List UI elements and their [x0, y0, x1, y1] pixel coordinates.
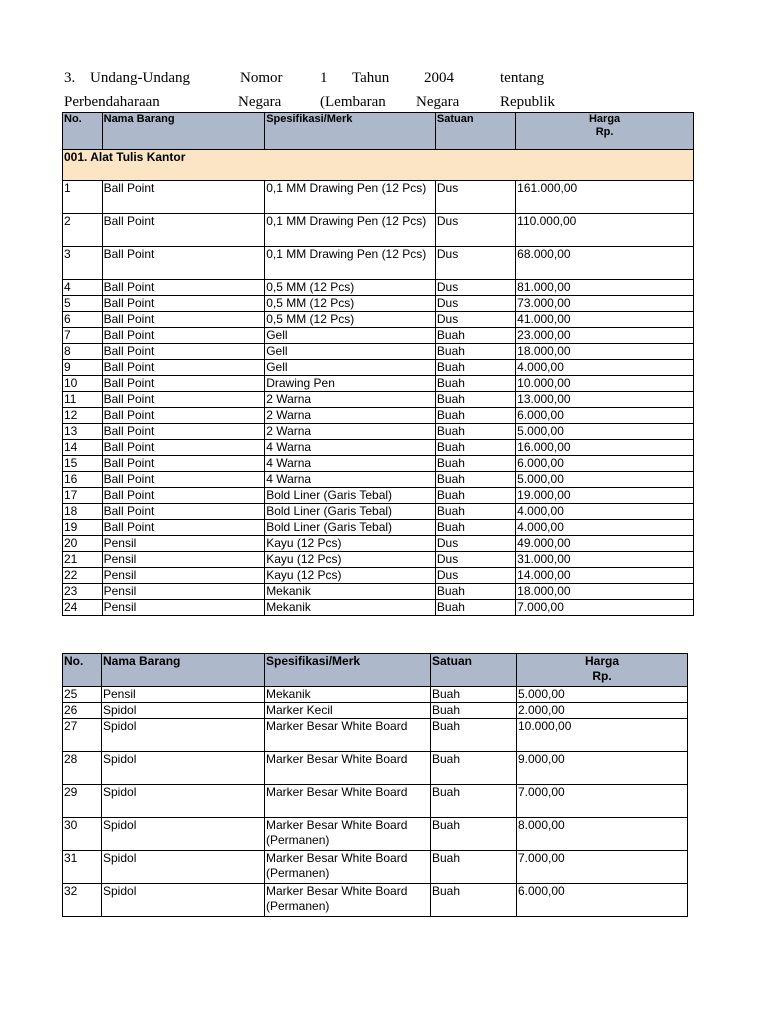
table-row: [63, 424, 694, 440]
cell-spek: Marker Besar White Board: [265, 785, 431, 818]
cell-nama: Ball Point: [102, 280, 265, 296]
table-row: [63, 552, 694, 568]
cell-no: 26: [63, 703, 102, 719]
cell-harga: 2.000,00: [517, 703, 688, 719]
cell-nama: Ball Point: [102, 344, 265, 360]
cell-no: 13: [63, 424, 103, 440]
cell-spek: 4 Warna: [265, 456, 436, 472]
header-harga-unit: Rp.: [592, 669, 612, 683]
cell-spek: Gell: [265, 328, 436, 344]
cell-spek: Marker Kecil: [265, 703, 431, 719]
cell-no: 17: [63, 488, 103, 504]
cell-satuan: Dus: [435, 552, 515, 568]
cell-no: 6: [63, 312, 103, 328]
cell-satuan: Buah: [431, 785, 517, 818]
cell-no: 31: [63, 851, 102, 884]
table-row: [63, 687, 688, 703]
intro-word: (Lembaran: [320, 94, 386, 110]
cell-harga: 10.000,00: [516, 376, 694, 392]
cell-spek: Kayu (12 Pcs): [265, 568, 436, 584]
header-harga: [517, 654, 688, 687]
cell-spek: Drawing Pen: [265, 376, 436, 392]
header-harga: [516, 113, 694, 150]
table-row: [63, 214, 694, 247]
cell-satuan: Buah: [435, 392, 515, 408]
cell-harga: 10.000,00: [517, 719, 688, 752]
cell-satuan: Dus: [435, 312, 515, 328]
cell-no: 23: [63, 584, 103, 600]
table-row: [63, 600, 694, 616]
cell-nama: Ball Point: [102, 488, 265, 504]
cell-spek: Bold Liner (Garis Tebal): [265, 520, 436, 536]
cell-satuan: Buah: [431, 884, 517, 917]
cell-spek: Gell: [265, 344, 436, 360]
cell-nama: Ball Point: [102, 376, 265, 392]
cell-nama: Pensil: [102, 552, 265, 568]
cell-no: 22: [63, 568, 103, 584]
table-row: [63, 785, 688, 818]
cell-harga: 110.000,00: [516, 214, 694, 247]
table-row: [63, 752, 688, 785]
cell-spek: 4 Warna: [265, 472, 436, 488]
cell-satuan: Buah: [435, 360, 515, 376]
cell-satuan: Dus: [435, 296, 515, 312]
cell-spek: 2 Warna: [265, 408, 436, 424]
cell-satuan: Dus: [435, 280, 515, 296]
cell-spek: 0,1 MM Drawing Pen (12 Pcs): [265, 247, 436, 280]
cell-satuan: Buah: [431, 719, 517, 752]
cell-no: 12: [63, 408, 103, 424]
cell-nama: Spidol: [102, 785, 265, 818]
header-nama: Nama Barang: [102, 113, 265, 150]
cell-nama: Ball Point: [102, 312, 265, 328]
cell-harga: 4.000,00: [516, 360, 694, 376]
cell-satuan: Buah: [435, 344, 515, 360]
table-row: [63, 392, 694, 408]
table-row: [63, 280, 694, 296]
cell-nama: Ball Point: [102, 360, 265, 376]
cell-no: 11: [63, 392, 103, 408]
cell-satuan: Buah: [435, 456, 515, 472]
table-row: [63, 376, 694, 392]
cell-harga: 18.000,00: [516, 584, 694, 600]
table-row: [63, 818, 688, 851]
table-row: [63, 719, 688, 752]
cell-nama: Spidol: [102, 719, 265, 752]
cell-no: 32: [63, 884, 102, 917]
table-row: [63, 456, 694, 472]
cell-nama: Ball Point: [102, 408, 265, 424]
intro-word: tentang: [500, 70, 545, 86]
cell-no: 4: [63, 280, 103, 296]
cell-nama: Spidol: [102, 884, 265, 917]
cell-harga: 8.000,00: [517, 818, 688, 851]
cell-nama: Ball Point: [102, 296, 265, 312]
table-row: [63, 181, 694, 214]
cell-nama: Pensil: [102, 600, 265, 616]
cell-harga: 41.000,00: [516, 312, 694, 328]
cell-spek: 0,5 MM (12 Pcs): [265, 296, 436, 312]
cell-spek: Mekanik: [265, 600, 436, 616]
cell-harga: 5.000,00: [516, 424, 694, 440]
cell-no: 24: [63, 600, 103, 616]
cell-harga: 31.000,00: [516, 552, 694, 568]
cell-harga: 73.000,00: [516, 296, 694, 312]
cell-nama: Ball Point: [102, 520, 265, 536]
intro-word: Nomor: [240, 70, 283, 86]
header-nama: Nama Barang: [102, 654, 265, 687]
cell-harga: 19.000,00: [516, 488, 694, 504]
cell-harga: 5.000,00: [517, 687, 688, 703]
cell-no: 16: [63, 472, 103, 488]
cell-nama: Ball Point: [102, 440, 265, 456]
cell-nama: Ball Point: [102, 181, 265, 214]
cell-harga: 13.000,00: [516, 392, 694, 408]
cell-harga: 18.000,00: [516, 344, 694, 360]
table-row: [63, 344, 694, 360]
cell-spek: 2 Warna: [265, 392, 436, 408]
table-row: [63, 703, 688, 719]
cell-harga: 6.000,00: [517, 884, 688, 917]
cell-harga: 14.000,00: [516, 568, 694, 584]
header-harga-unit: Rp.: [595, 126, 614, 138]
cell-harga: 7.000,00: [517, 851, 688, 884]
cell-harga: 6.000,00: [516, 408, 694, 424]
table-row: [63, 851, 688, 884]
cell-harga: 16.000,00: [516, 440, 694, 456]
cell-nama: Pensil: [102, 536, 265, 552]
cell-satuan: Buah: [431, 703, 517, 719]
cell-satuan: Buah: [431, 818, 517, 851]
cell-no: 14: [63, 440, 103, 456]
cell-satuan: Buah: [431, 851, 517, 884]
cell-nama: Pensil: [102, 687, 265, 703]
cell-spek: Marker Besar White Board (Permanen): [265, 851, 431, 884]
table-header-row: [63, 113, 694, 150]
category-label: 001. Alat Tulis Kantor: [63, 150, 694, 181]
cell-nama: Ball Point: [102, 214, 265, 247]
cell-spek: 0,1 MM Drawing Pen (12 Pcs): [265, 214, 436, 247]
cell-harga: 68.000,00: [516, 247, 694, 280]
table-header-row: [63, 654, 688, 687]
cell-spek: 2 Warna: [265, 424, 436, 440]
table-row: [63, 472, 694, 488]
cell-no: 21: [63, 552, 103, 568]
cell-spek: 4 Warna: [265, 440, 436, 456]
cell-satuan: Buah: [435, 488, 515, 504]
cell-nama: Ball Point: [102, 504, 265, 520]
cell-satuan: Buah: [435, 520, 515, 536]
cell-nama: Spidol: [102, 703, 265, 719]
cell-satuan: Buah: [435, 424, 515, 440]
cell-nama: Spidol: [102, 818, 265, 851]
header-spek: Spesifikasi/Merk: [265, 654, 431, 687]
cell-spek: Marker Besar White Board (Permanen): [265, 818, 431, 851]
cell-satuan: Dus: [435, 568, 515, 584]
cell-nama: Spidol: [102, 752, 265, 785]
header-spek: Spesifikasi/Merk: [265, 113, 436, 150]
cell-no: 3: [63, 247, 103, 280]
table-row: [63, 328, 694, 344]
cell-no: 2: [63, 214, 103, 247]
cell-spek: Bold Liner (Garis Tebal): [265, 488, 436, 504]
cell-harga: 7.000,00: [516, 600, 694, 616]
table-row: [63, 584, 694, 600]
cell-no: 15: [63, 456, 103, 472]
table-row: [63, 408, 694, 424]
cell-spek: Marker Besar White Board (Permanen): [265, 884, 431, 917]
cell-satuan: Buah: [435, 408, 515, 424]
cell-satuan: Buah: [431, 752, 517, 785]
cell-nama: Ball Point: [102, 456, 265, 472]
cell-spek: Mekanik: [265, 687, 431, 703]
cell-nama: Ball Point: [102, 328, 265, 344]
cell-spek: Mekanik: [265, 584, 436, 600]
cell-no: 20: [63, 536, 103, 552]
cell-nama: Pensil: [102, 568, 265, 584]
cell-no: 10: [63, 376, 103, 392]
intro-word: Undang-Undang: [90, 70, 190, 86]
header-harga-label: Harga: [588, 113, 621, 125]
cell-nama: Ball Point: [102, 472, 265, 488]
header-satuan: Satuan: [435, 113, 515, 150]
cell-no: 1: [63, 181, 103, 214]
intro-word: Negara: [416, 94, 460, 110]
cell-satuan: Buah: [435, 600, 515, 616]
header-satuan: Satuan: [431, 654, 517, 687]
cell-no: 30: [63, 818, 102, 851]
intro-word: 3.: [64, 70, 76, 86]
cell-harga: 81.000,00: [516, 280, 694, 296]
cell-satuan: Buah: [435, 472, 515, 488]
cell-nama: Ball Point: [102, 424, 265, 440]
intro-word: Republik: [500, 94, 555, 110]
cell-spek: 0,5 MM (12 Pcs): [265, 312, 436, 328]
cell-spek: 0,1 MM Drawing Pen (12 Pcs): [265, 181, 436, 214]
cell-harga: 4.000,00: [516, 520, 694, 536]
cell-no: 25: [63, 687, 102, 703]
cell-harga: 7.000,00: [517, 785, 688, 818]
cell-harga: 6.000,00: [516, 456, 694, 472]
intro-word: Negara: [238, 94, 282, 110]
cell-spek: 0,5 MM (12 Pcs): [265, 280, 436, 296]
cell-harga: 4.000,00: [516, 504, 694, 520]
header-harga-label: Harga: [584, 654, 619, 668]
cell-no: 28: [63, 752, 102, 785]
cell-spek: Kayu (12 Pcs): [265, 536, 436, 552]
intro-word: Perbendaharaan: [64, 94, 160, 110]
table-row: [63, 312, 694, 328]
cell-satuan: Buah: [435, 504, 515, 520]
cell-no: 8: [63, 344, 103, 360]
cell-spek: Marker Besar White Board: [265, 719, 431, 752]
cell-no: 18: [63, 504, 103, 520]
cell-no: 29: [63, 785, 102, 818]
cell-nama: Pensil: [102, 584, 265, 600]
intro-word: 1: [320, 70, 328, 86]
cell-satuan: Dus: [435, 247, 515, 280]
cell-satuan: Buah: [435, 584, 515, 600]
cell-no: 5: [63, 296, 103, 312]
table-row: [63, 884, 688, 917]
cell-nama: Ball Point: [102, 247, 265, 280]
cell-satuan: Buah: [431, 687, 517, 703]
cell-spek: Kayu (12 Pcs): [265, 552, 436, 568]
table-row: [63, 504, 694, 520]
cell-harga: 23.000,00: [516, 328, 694, 344]
table-row: [63, 296, 694, 312]
cell-satuan: Buah: [435, 440, 515, 456]
table-row: [63, 488, 694, 504]
cell-satuan: Buah: [435, 376, 515, 392]
table-row: [63, 520, 694, 536]
table-row: [63, 360, 694, 376]
cell-satuan: Dus: [435, 214, 515, 247]
cell-spek: Bold Liner (Garis Tebal): [265, 504, 436, 520]
cell-satuan: Dus: [435, 181, 515, 214]
header-no: No.: [63, 654, 102, 687]
header-no: No.: [63, 113, 103, 150]
price-table-1: [62, 112, 694, 616]
cell-harga: 49.000,00: [516, 536, 694, 552]
cell-satuan: Dus: [435, 536, 515, 552]
cell-no: 7: [63, 328, 103, 344]
price-table-2: [62, 653, 688, 917]
cell-spek: Gell: [265, 360, 436, 376]
cell-spek: Marker Besar White Board: [265, 752, 431, 785]
intro-word: Tahun: [352, 70, 390, 86]
cell-nama: Ball Point: [102, 392, 265, 408]
table-row: [63, 568, 694, 584]
cell-harga: 5.000,00: [516, 472, 694, 488]
cell-no: 27: [63, 719, 102, 752]
cell-no: 9: [63, 360, 103, 376]
cell-satuan: Buah: [435, 328, 515, 344]
intro-word: 2004: [424, 70, 454, 86]
cell-no: 19: [63, 520, 103, 536]
cell-harga: 161.000,00: [516, 181, 694, 214]
table-row: [63, 440, 694, 456]
table-row: [63, 536, 694, 552]
table-row: [63, 247, 694, 280]
cell-nama: Spidol: [102, 851, 265, 884]
cell-harga: 9.000,00: [517, 752, 688, 785]
category-row: [63, 150, 694, 181]
